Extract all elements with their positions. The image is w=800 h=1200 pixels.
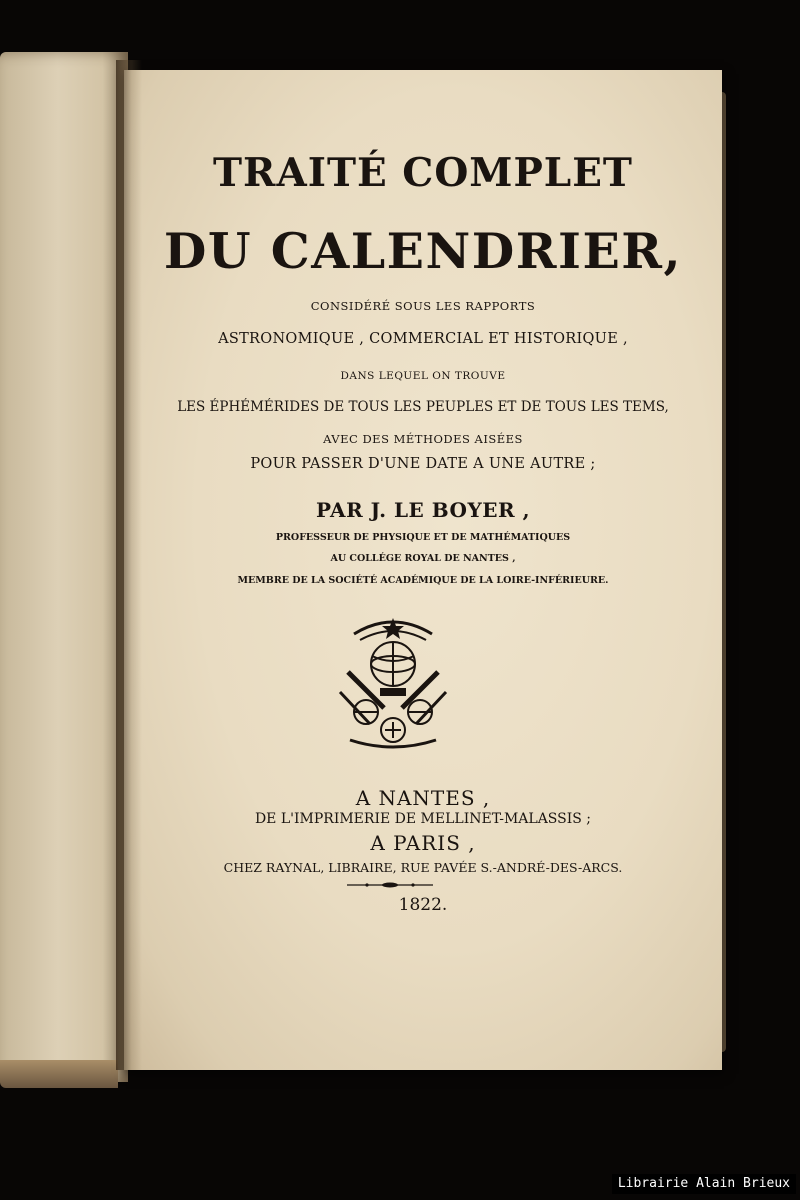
subtitle-dans: DANS LEQUEL ON TROUVE xyxy=(340,370,506,382)
watermark-label: Librairie Alain Brieux xyxy=(612,1174,796,1194)
author-title-3: MEMBRE DE LA SOCIÉTÉ ACADÉMIQUE DE LA LOIRE-INFÉRIEURE. xyxy=(237,575,609,586)
author-title-1: PROFESSEUR DE PHYSIQUE ET DE MATHÉMATIQUES xyxy=(275,532,571,543)
imprint-printer: DE L'IMPRIMERIE DE MELLINET-MALASSIS ; xyxy=(254,811,592,827)
author-line: PAR J. LE BOYER , xyxy=(315,498,531,522)
left-page xyxy=(0,52,128,1082)
imprint-year: 1822. xyxy=(398,895,448,915)
subtitle-considere: CONSIDÉRÉ SOUS LES RAPPORTS xyxy=(310,299,536,313)
subtitle-avec: AVEC DES MÉTHODES AISÉES xyxy=(323,432,523,446)
typographic-flourish-icon xyxy=(345,880,435,890)
imprint-bookseller: CHEZ RAYNAL, LIBRAIRE, RUE PAVÉE S.-ANDRÉ-DES-ARCS. xyxy=(223,860,623,875)
imprint-place-paris: A PARIS , xyxy=(370,831,476,855)
title-line-1: TRAITÉ COMPLET xyxy=(213,150,633,196)
imprint-place-nantes: A NANTES , xyxy=(355,786,491,810)
spine-shadow xyxy=(116,60,142,1070)
title-page xyxy=(124,70,722,1070)
left-page-edge xyxy=(0,1060,118,1088)
subtitle-pour: POUR PASSER D'UNE DATE A UNE AUTRE ; xyxy=(250,456,596,472)
author-title-2: AU COLLÉGE ROYAL DE NANTES , xyxy=(330,553,516,564)
printers-vignette-instruments-globe-icon xyxy=(330,612,456,752)
subtitle-astronomique: ASTRONOMIQUE , COMMERCIAL ET HISTORIQUE , xyxy=(218,331,628,347)
title-line-2: DU CALENDRIER, xyxy=(163,222,683,280)
subtitle-ephemerides: LES ÉPHÉMÉRIDES DE TOUS LES PEUPLES ET DE TOUS LES TEMS, xyxy=(177,399,669,415)
